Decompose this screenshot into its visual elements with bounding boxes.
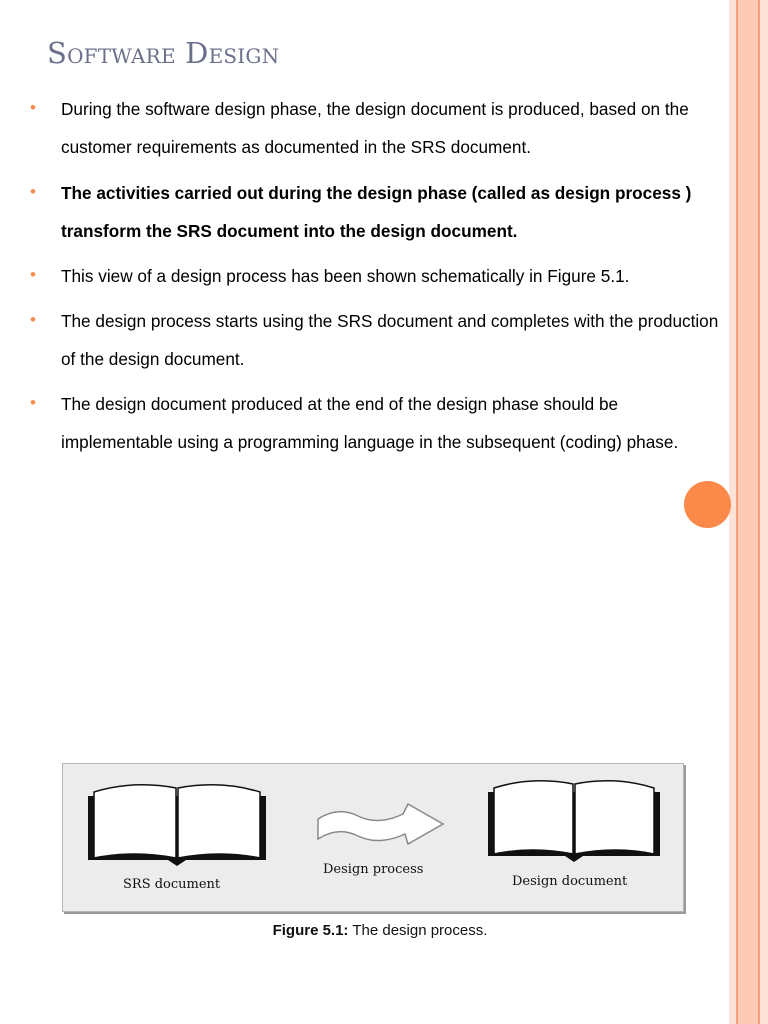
bullet-text: The design document produced at the end of the design phase should be implementable using a programming language in the subsequent (coding) phase.	[61, 394, 679, 452]
bullet-item	[30, 90, 730, 166]
slide-title: Software Design	[47, 36, 280, 70]
bullet-icon: •	[30, 98, 36, 117]
bullet-text: The design process starts using the SRS document and completes with the production of the design document.	[61, 311, 719, 369]
decorative-circle	[684, 481, 731, 528]
wavy-arrow-icon	[318, 804, 443, 844]
srs-document-label: SRS document	[123, 877, 221, 892]
bullet-item	[30, 302, 730, 378]
caption-prefix: Figure 5.1:	[272, 922, 349, 939]
bullet-icon: •	[30, 393, 36, 412]
stripe	[738, 0, 758, 1024]
bullet-icon: •	[30, 182, 36, 201]
caption-text: The design process.	[348, 922, 488, 939]
srs-book-icon	[88, 785, 266, 866]
bullet-text: During the software design phase, the design document is produced, based on the customer requirements as documented in the SRS document.	[61, 99, 689, 157]
bullet-item	[30, 257, 730, 295]
design-process-figure	[62, 763, 684, 912]
bullet-icon: •	[30, 265, 36, 284]
figure-caption	[0, 922, 760, 939]
stripe	[729, 0, 736, 1024]
bullet-item	[30, 385, 730, 461]
stripe	[760, 0, 768, 1024]
bullet-text: This view of a design process has been shown schematically in Figure 5.1.	[61, 266, 630, 286]
bullet-text: The activities carried out during the design phase (called as design process ) transform the SRS document into the design document.	[61, 183, 692, 241]
bullet-item	[30, 174, 730, 250]
design-book-icon	[488, 781, 660, 862]
design-document-label: Design document	[512, 874, 628, 889]
design-process-label: Design process	[323, 862, 424, 877]
bullet-icon: •	[30, 310, 36, 329]
